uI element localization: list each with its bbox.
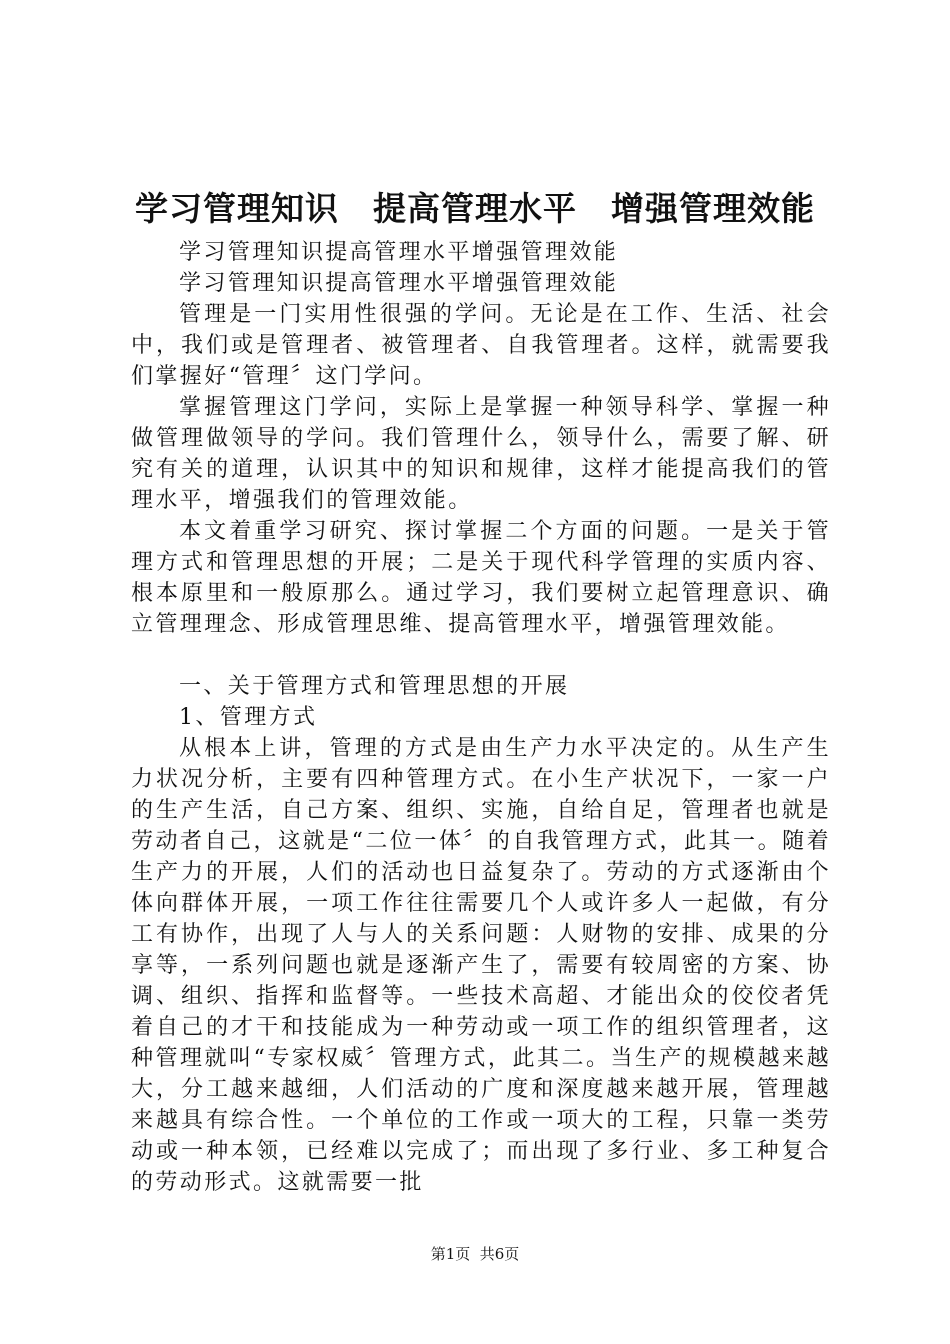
body-paragraph: 本文着重学习研究、探讨掌握二个方面的问题。一是关于管理方式和管理思想的开展；二是关于现代科学管理的实质内容、根本原里和一般原那么。通过学习，我们要树立起管理意识、确立管理理念、形成管理思维、提高管理水平，增强管理效能。 — [131, 519, 831, 637]
body-paragraph: 从根本上讲，管理的方式是由生产力水平决定的。从生产生力状况分析，主要有四种管理方式。在小生产状况下，一家一户的生产生活，自己方案、组织、实施，自给自足，管理者也就是劳动者自己，这就是“二位一体〞的自我管理方式，此其一。随着生产力的开展，人们的活动也日益复杂了。劳动的方式逐渐由个体向群体开展，一项工作往往需要几个人或许多人一起做，有分工有协作，出现了人与人的关系问题：人财物的安排、成果的分享等，一系列问题也就是逐渐产生了，需要有较周密的方案、协调、组织、指挥和监督等。一些技术高超、才能出众的佼佼者凭着自己的才干和技能成为一种劳动或一项工作的组织管理者，这种管理就叫“专家权威〞管理方式，此其二。当生产的规模越来越大，分工越来越细，人们活动的广度和深度越来越开展，管理越来越具有综合性。一个单位的工作或一项大的工程，只靠一类劳动或一种本领，已经难以完成了；而出现了多行业、多工种复合的劳动形式。这就需要一批 — [131, 736, 831, 1195]
section-heading: 一、关于管理方式和管理思想的开展 — [179, 674, 570, 699]
subtitle-line: 学习管理知识提高管理水平增强管理效能 — [179, 240, 619, 265]
subtitle-line: 学习管理知识提高管理水平增强管理效能 — [179, 271, 619, 296]
document-body — [131, 237, 831, 1198]
body-paragraph: 掌握管理这门学问，实际上是掌握一种领导科学、掌握一种做管理做领导的学问。我们管理什么，领导什么，需要了解、研究有关的道理，认识其中的知识和规律，这样才能提高我们的管理水平，增强我们的管理效能。 — [131, 395, 831, 513]
page-number: 第1页 共6页 — [430, 1245, 520, 1263]
document-title: 学习管理知识 提高管理水平 增强管理效能 — [135, 189, 815, 228]
body-paragraph: 管理是一门实用性很强的学问。无论是在工作、生活、社会中，我们或是管理者、被管理者、自我管理者。这样，就需要我们掌握好“管理〞这门学问。 — [131, 302, 831, 389]
subsection-heading: 1、管理方式 — [179, 705, 318, 730]
